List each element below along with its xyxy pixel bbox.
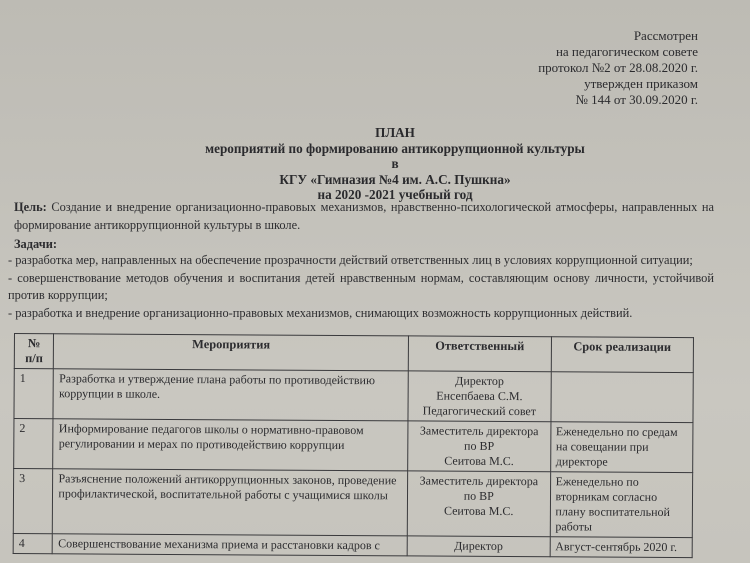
approval-line: № 144 от 30.09.2020 г. (575, 92, 698, 107)
cell-num: 1 (14, 369, 54, 419)
goal-label: Цель: (14, 200, 47, 214)
cell-responsible (408, 421, 551, 472)
task-item: - разработка мер, направленных на обеспечение прозрачности действий ответственных лиц в условиях коррупционной ситуации; (8, 253, 693, 267)
cell-term: Еженедельно по вторникам согласно плану воспитательной работы (550, 472, 693, 538)
title-line: КГУ «Гимназия №4 им. А.С. Пушкна» (279, 171, 511, 187)
header-num-line: п/п (25, 351, 43, 366)
cell-term (550, 372, 693, 423)
responsible-line: Педагогический совет (422, 403, 537, 419)
cell-event: Разъяснение положений антикоррупционных законов, проведение профилактической, воспитательной работы с учащимися школы (53, 469, 408, 536)
header-num-line: № (27, 336, 41, 351)
approval-stamp (538, 28, 698, 108)
responsible-line: по ВР (464, 438, 495, 453)
responsible-line: Заместитель директора (419, 423, 539, 439)
document-title (200, 125, 590, 203)
responsible-line: Заместитель директора (419, 473, 539, 489)
cell-num: 2 (14, 419, 54, 469)
table-row (13, 469, 692, 538)
approval-line: на педагогическом совете (555, 44, 698, 59)
title-line: мероприятий по формированию антикоррупционной культуры в (205, 140, 585, 171)
responsible-line: по ВР (463, 488, 494, 503)
table-row (13, 533, 692, 557)
tasks-heading: Задачи: (14, 237, 57, 251)
task-item: - совершенствование методов обучения и воспитания детей нравственным нормам, составляющим основу личности, устойчивой против коррупции; (8, 270, 714, 302)
cell-event: Информирование педагогов школы о нормативно-правовом регулировании и мерах по противодействию коррупции (53, 419, 408, 471)
responsible-line: Директор (455, 373, 504, 388)
cell-term: Еженедельно по средам на совещании при директоре (550, 422, 693, 473)
title-line: ПЛАН (375, 125, 415, 140)
responsible-line: Енсепбаева С.М. (436, 388, 523, 404)
cell-num: 4 (13, 533, 53, 553)
goal-text: Создание и внедрение организационно-правовых механизмов, нравственно-психологической атмосферы, направленных на формирование антикоррупционной культуры в школе. (14, 200, 714, 232)
table-row (14, 369, 693, 423)
approval-line: утвержден приказом (584, 76, 698, 91)
cell-term: Август-сентябрь 2020 г. (550, 537, 693, 558)
approval-line: протокол №2 от 28.08.2020 г. (538, 60, 698, 75)
plan-table (13, 333, 694, 558)
responsible-line: Сеитова М.С. (443, 503, 514, 519)
tasks-list (8, 252, 714, 322)
approval-line: Рассмотрен (633, 28, 698, 43)
title-line: на 2020 -2021 учебный год (317, 187, 473, 202)
header-term: Срок реализации (551, 337, 694, 373)
task-item: - разработка и внедрение организационно-правовых механизмов, снимающих возможность коррупционных действий. (8, 305, 633, 320)
goal-paragraph (14, 199, 714, 234)
responsible-line: Сеитова М.С. (444, 453, 514, 469)
table-header-row (14, 334, 693, 373)
header-responsible: Ответственный (408, 336, 551, 372)
cell-event: Совершенствование механизма приема и расстановки кадров с (53, 534, 408, 556)
cell-responsible (408, 371, 551, 422)
responsible-line: Директор (454, 538, 503, 553)
cell-responsible (407, 536, 550, 557)
header-num (14, 334, 54, 369)
cell-num: 3 (13, 469, 53, 534)
cell-event: Разработка и утверждение плана работы по противодействию коррупции в школе. (53, 369, 408, 421)
cell-responsible (407, 471, 550, 537)
header-event: Мероприятия (54, 334, 409, 371)
table-row (14, 419, 693, 473)
